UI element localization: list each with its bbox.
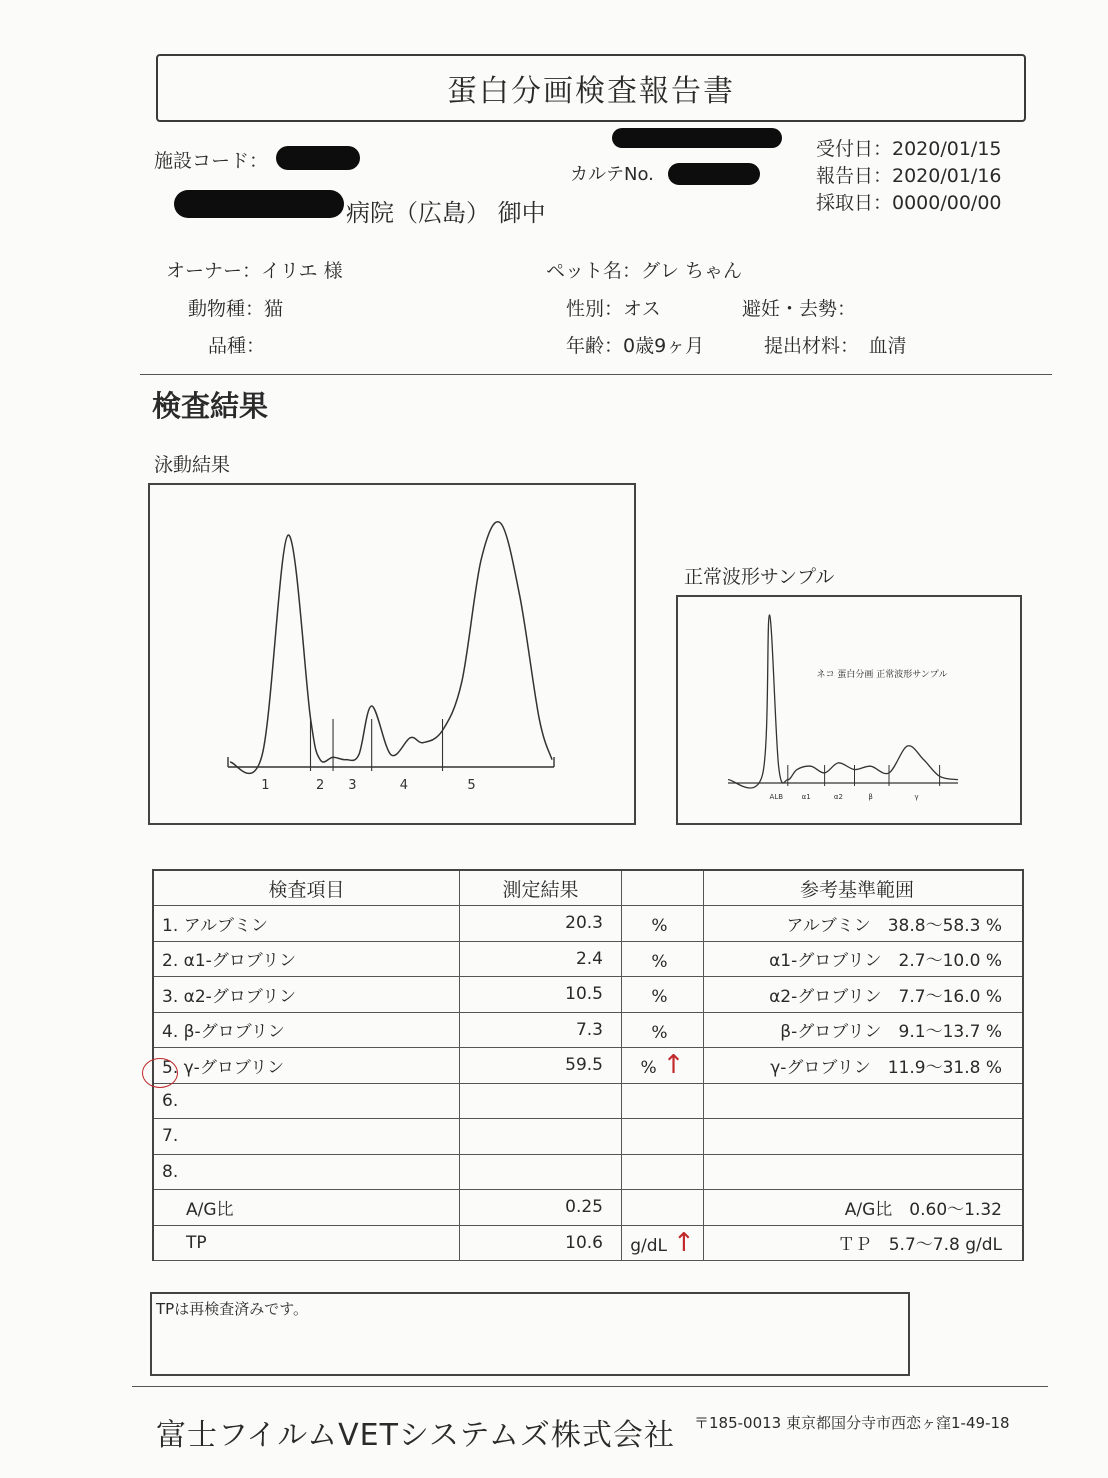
sample-inner-title: ネコ 蛋白分画 正常波形サンプル xyxy=(816,670,948,680)
row-unit xyxy=(622,906,704,942)
row-unit xyxy=(622,941,704,977)
row-item: 1. アルブミン xyxy=(153,906,460,942)
row-unit xyxy=(622,1048,704,1084)
header-unit xyxy=(622,870,704,906)
row-reference: α1-グロブリン 2.7～10.0 % xyxy=(704,941,1024,977)
header-value: 測定結果 xyxy=(460,870,622,906)
fraction-label: 5 xyxy=(467,778,476,793)
row-unit-text: % xyxy=(651,916,668,937)
facility-code-label: 施設コード： xyxy=(154,150,269,172)
received-date: 受付日：2020/01/15 xyxy=(816,138,1002,160)
reported-date: 報告日：2020/01/16 xyxy=(816,165,1002,187)
material: 提出材料： 血清 xyxy=(764,335,907,357)
section-title: 検査結果 xyxy=(152,389,269,423)
row-unit xyxy=(622,1119,704,1155)
row-reference: A/G比 0.60～1.32 xyxy=(704,1190,1024,1226)
row-reference: α2-グロブリン 7.7～16.0 % xyxy=(704,977,1024,1013)
report-title: 蛋白分画検査報告書 xyxy=(156,54,1026,122)
row-unit xyxy=(622,1225,704,1261)
row-unit-text: % xyxy=(651,987,668,1008)
results-table xyxy=(152,869,1024,1261)
electrophoresis-chart xyxy=(148,483,636,825)
redaction-facility-code xyxy=(276,146,360,170)
electrophoresis-label: 泳動結果 xyxy=(154,454,231,476)
hospital-name: 病院（広島） 御中 xyxy=(346,199,546,227)
redaction-karte xyxy=(668,163,760,185)
table-row xyxy=(153,1083,1023,1119)
row-item: 6. xyxy=(153,1083,460,1119)
row-unit xyxy=(622,1190,704,1226)
normal-sample-chart xyxy=(676,595,1022,825)
row-unit-text: g/dL xyxy=(630,1235,667,1256)
normal-sample-svg xyxy=(678,597,1020,823)
divider xyxy=(140,374,1052,375)
row-unit xyxy=(622,1083,704,1119)
row-item: TP xyxy=(153,1225,460,1261)
table-row xyxy=(153,1119,1023,1155)
row-item: 7. xyxy=(153,1119,460,1155)
row-unit-text: % xyxy=(651,1022,668,1043)
row-reference: ＴＰ 5.7～7.8 g/dL xyxy=(704,1225,1024,1261)
high-flag-arrow: ↑ xyxy=(672,1227,695,1258)
row-value: 10.5 xyxy=(460,977,622,1013)
row-unit-text: % xyxy=(651,951,668,972)
row-reference xyxy=(704,1083,1024,1119)
comment-box xyxy=(150,1292,910,1376)
table-row xyxy=(153,1225,1023,1261)
sex: 性別：オス xyxy=(566,298,661,320)
table-row xyxy=(153,1048,1023,1084)
row-reference: アルブミン 38.8～58.3 % xyxy=(704,906,1024,942)
row-value xyxy=(460,1154,622,1190)
row-item: 5. γ-グロブリン xyxy=(153,1048,460,1084)
row-item: 3. α2-グロブリン xyxy=(153,977,460,1013)
row-reference xyxy=(704,1154,1024,1190)
table-row xyxy=(153,1190,1023,1226)
table-row xyxy=(153,906,1023,942)
electrophoresis-svg xyxy=(150,485,634,823)
high-flag-arrow: ↑ xyxy=(662,1050,685,1081)
electrophoresis-curve xyxy=(230,522,552,774)
row-reference: γ-グロブリン 11.9～31.8 % xyxy=(704,1048,1024,1084)
row-value: 20.3 xyxy=(460,906,622,942)
breed: 品種： xyxy=(208,335,266,357)
comment-text: TPは再検査済みです。 xyxy=(156,1300,309,1318)
table-row xyxy=(153,977,1023,1013)
collected-date: 採取日：0000/00/00 xyxy=(816,192,1002,214)
sample-fraction-label: α1 xyxy=(801,793,811,801)
row-value: 59.5 xyxy=(460,1048,622,1084)
sample-fraction-label: α2 xyxy=(833,793,843,801)
row-reference xyxy=(704,1119,1024,1155)
karte-label: カルテNo. xyxy=(570,164,654,185)
sample-fraction-label: γ xyxy=(914,793,919,801)
redaction-id xyxy=(612,128,782,148)
fraction-label: 3 xyxy=(348,778,357,793)
row-value xyxy=(460,1119,622,1155)
fraction-label: 4 xyxy=(399,778,409,793)
row-unit xyxy=(622,1154,704,1190)
table-row xyxy=(153,941,1023,977)
header-item: 検査項目 xyxy=(153,870,460,906)
sample-fraction-label: β xyxy=(868,793,873,801)
row-value: 2.4 xyxy=(460,941,622,977)
company-name: 富士フイルムVETシステムズ株式会社 xyxy=(156,1418,675,1453)
age: 年齢：0歳9ヶ月 xyxy=(566,335,705,357)
row-item: 2. α1-グロブリン xyxy=(153,941,460,977)
company-address: 〒185-0013 東京都国分寺市西恋ヶ窪1-49-18 xyxy=(694,1414,1010,1432)
pet-name: ペット名：グレ ちゃん xyxy=(546,260,743,282)
row-unit xyxy=(622,1012,704,1048)
row-item: A/G比 xyxy=(153,1190,460,1226)
header-reference: 参考基準範囲 xyxy=(704,870,1024,906)
fraction-label: 1 xyxy=(261,778,270,793)
row-unit-text: % xyxy=(640,1058,657,1079)
footer-divider xyxy=(132,1386,1048,1387)
fraction-label: 2 xyxy=(316,778,325,793)
species: 動物種：猫 xyxy=(188,298,284,320)
row-value xyxy=(460,1083,622,1119)
red-circle-mark xyxy=(142,1058,178,1088)
row-value: 7.3 xyxy=(460,1012,622,1048)
row-item: 4. β-グロブリン xyxy=(153,1012,460,1048)
neuter: 避妊・去勢： xyxy=(742,298,857,320)
row-unit xyxy=(622,977,704,1013)
owner: オーナー：イリエ 様 xyxy=(166,260,343,282)
sample-fraction-label: ALB xyxy=(769,793,784,801)
row-value: 10.6 xyxy=(460,1225,622,1261)
row-reference: β-グロブリン 9.1～13.7 % xyxy=(704,1012,1024,1048)
table-row xyxy=(153,1012,1023,1048)
table-row xyxy=(153,1154,1023,1190)
sample-curve xyxy=(728,615,958,788)
redaction-hospital xyxy=(174,190,344,218)
row-value: 0.25 xyxy=(460,1190,622,1226)
table-header-row xyxy=(153,870,1023,906)
row-item: 8. xyxy=(153,1154,460,1190)
sample-label: 正常波形サンプル xyxy=(684,566,835,588)
